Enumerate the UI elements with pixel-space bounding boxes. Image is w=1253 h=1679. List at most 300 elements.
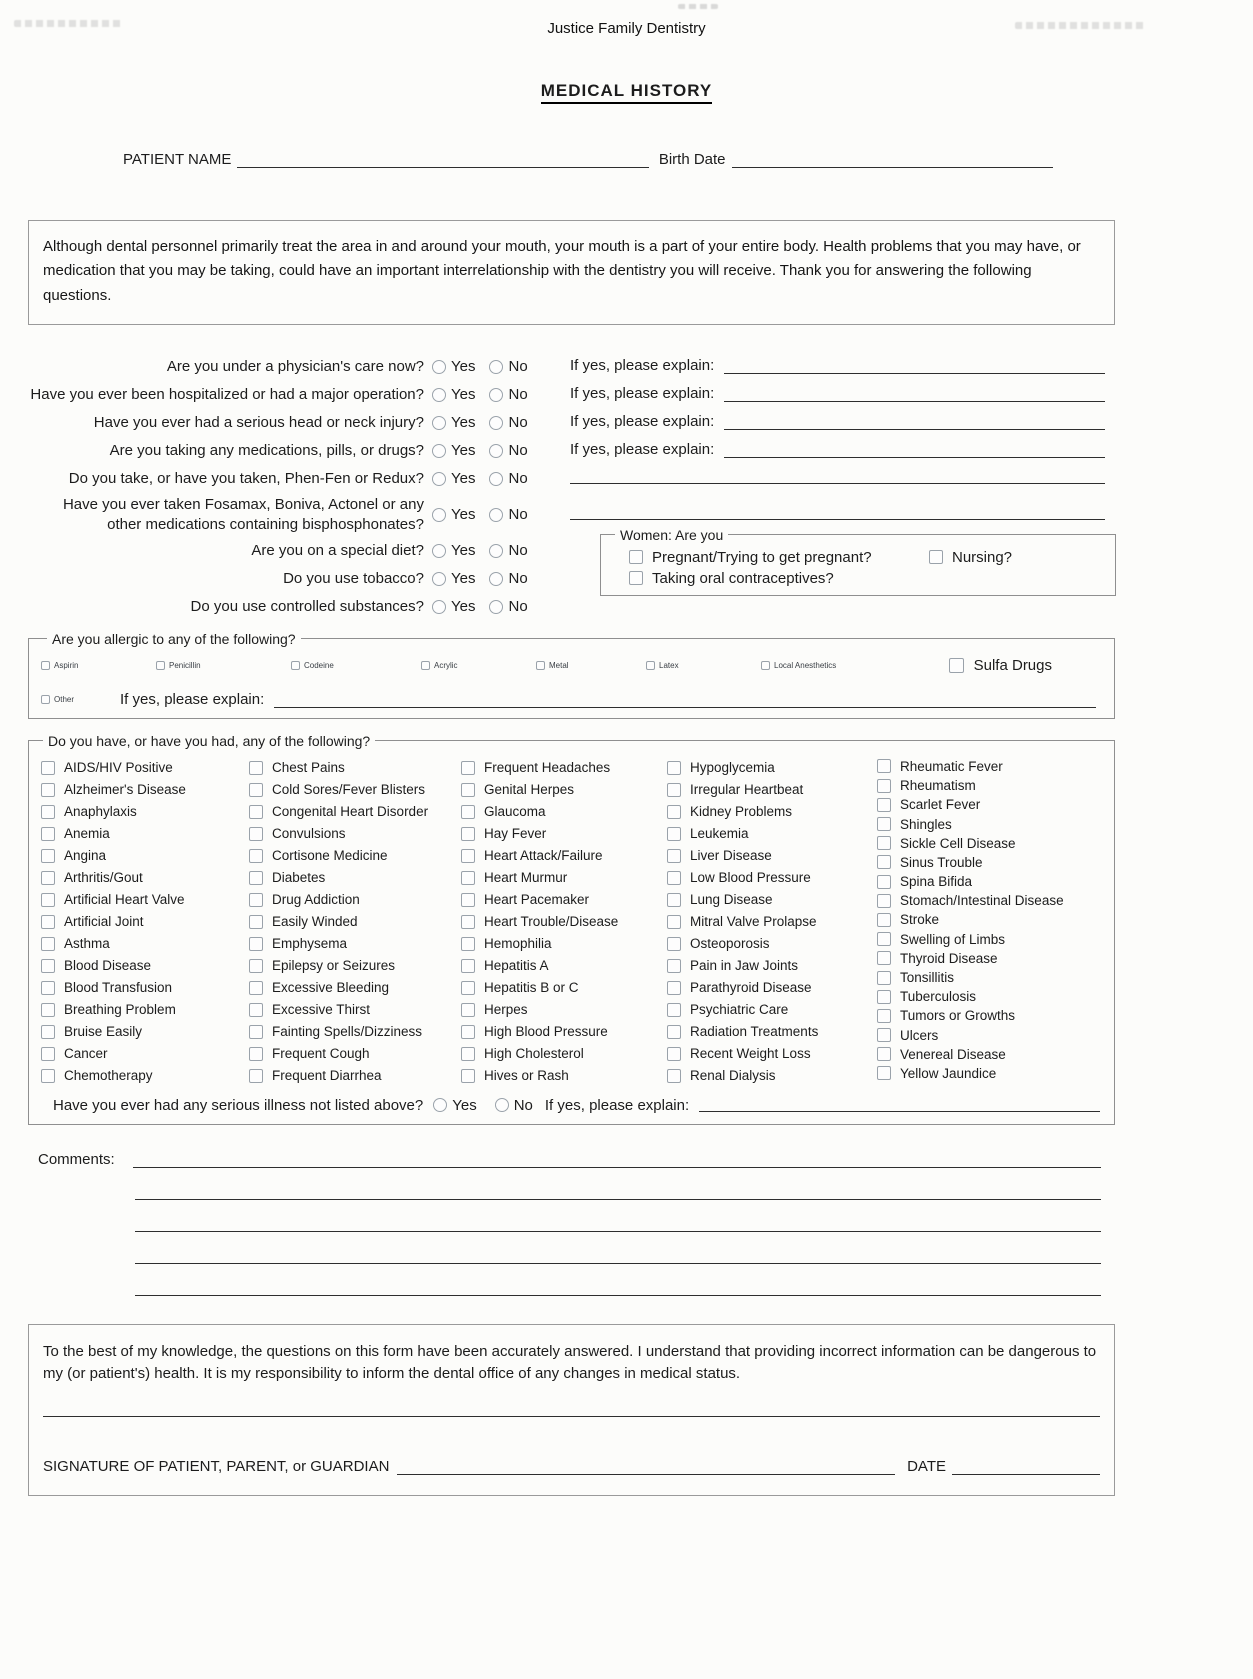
yes-label: Yes [451, 358, 476, 376]
yes-no-radios [432, 470, 558, 487]
condition-checkbox[interactable] [877, 817, 891, 831]
clinic-name: Justice Family Dentistry [547, 20, 706, 37]
condition-label: Hepatitis A [484, 958, 549, 974]
consent-divider [43, 1416, 1100, 1417]
question-answer-area [570, 385, 1115, 405]
condition-checkbox[interactable] [461, 805, 475, 819]
question-text: Are you on a special diet? [251, 541, 424, 559]
condition-checkbox[interactable] [877, 759, 891, 773]
condition-label: Tumors or Growths [900, 1008, 1016, 1024]
condition-label: Drug Addiction [272, 892, 360, 908]
question-text: Have you ever been hospitalized or had a major operation? [30, 385, 424, 403]
allergy-item [536, 655, 646, 677]
allergy-checkbox[interactable] [291, 661, 300, 670]
condition-item [41, 933, 249, 955]
birthdate-input-line[interactable] [732, 150, 1053, 168]
condition-checkbox[interactable] [41, 915, 55, 929]
condition-label: Fainting Spells/Dizziness [272, 1024, 423, 1040]
yes-radio[interactable] [432, 360, 446, 374]
condition-checkbox[interactable] [249, 1003, 263, 1017]
condition-checkbox[interactable] [877, 951, 891, 965]
condition-label: Asthma [64, 936, 110, 952]
condition-item [667, 1021, 877, 1043]
comments-line-3[interactable] [135, 1231, 1101, 1232]
condition-checkbox[interactable] [667, 1025, 681, 1039]
condition-item [41, 757, 249, 779]
allergy-item [761, 655, 836, 677]
contraceptives-label: Taking oral contraceptives? [652, 569, 834, 587]
condition-item [461, 889, 667, 911]
yes-label: Yes [451, 598, 476, 616]
yes-label: Yes [451, 470, 476, 488]
condition-label: Low Blood Pressure [690, 870, 811, 886]
condition-label: Hemophilia [484, 936, 552, 952]
yes-label: Yes [451, 414, 476, 432]
condition-item [667, 955, 877, 977]
comments-line-1[interactable] [133, 1154, 1101, 1168]
serious-yes-radio[interactable] [433, 1098, 447, 1112]
condition-item [41, 823, 249, 845]
no-radio[interactable] [489, 544, 503, 558]
answer-line[interactable] [570, 470, 1105, 484]
condition-item [41, 889, 249, 911]
condition-checkbox[interactable] [249, 1047, 263, 1061]
allergies-legend: Are you allergic to any of the following? [52, 630, 296, 647]
women-item-pregnant [629, 549, 929, 566]
condition-label: Blood Disease [64, 958, 152, 974]
no-label: No [508, 414, 528, 432]
women-section [600, 527, 1116, 596]
explain-label: If yes, please explain: [570, 412, 715, 430]
no-radio[interactable] [489, 472, 503, 486]
serious-explain-line[interactable] [699, 1098, 1100, 1112]
yes-no-radios [432, 506, 558, 523]
no-label: No [508, 358, 528, 376]
condition-label: Kidney Problems [690, 804, 793, 820]
condition-checkbox[interactable] [667, 915, 681, 929]
explain-label: If yes, please explain: [570, 440, 715, 458]
condition-checkbox[interactable] [667, 1047, 681, 1061]
condition-checkbox[interactable] [249, 1069, 263, 1083]
condition-label: Renal Dialysis [690, 1068, 776, 1084]
condition-checkbox[interactable] [461, 893, 475, 907]
condition-label: Genital Herpes [484, 782, 575, 798]
condition-item [461, 779, 667, 801]
question-answer-area [570, 470, 1115, 487]
condition-item [249, 1065, 461, 1087]
condition-checkbox[interactable] [249, 805, 263, 819]
yes-label: Yes [451, 506, 476, 524]
condition-checkbox[interactable] [877, 990, 891, 1004]
sulfa-label: Sulfa Drugs [973, 657, 1052, 675]
condition-label: Leukemia [690, 826, 749, 842]
condition-item [41, 999, 249, 1021]
condition-item [877, 1026, 1100, 1045]
condition-checkbox[interactable] [249, 915, 263, 929]
condition-item [667, 845, 877, 867]
condition-item [667, 757, 877, 779]
condition-checkbox[interactable] [461, 783, 475, 797]
condition-item [41, 955, 249, 977]
condition-label: Scarlet Fever [900, 797, 981, 813]
condition-checkbox[interactable] [41, 1025, 55, 1039]
condition-checkbox[interactable] [461, 981, 475, 995]
answer-line[interactable] [570, 506, 1105, 520]
no-radio[interactable] [489, 600, 503, 614]
condition-label: Radiation Treatments [690, 1024, 819, 1040]
condition-label: Irregular Heartbeat [690, 782, 804, 798]
condition-checkbox[interactable] [249, 871, 263, 885]
condition-checkbox[interactable] [41, 937, 55, 951]
no-label: No [508, 542, 528, 560]
condition-item [877, 757, 1100, 776]
condition-item [877, 776, 1100, 795]
condition-checkbox[interactable] [249, 981, 263, 995]
condition-checkbox[interactable] [877, 1028, 891, 1042]
condition-checkbox[interactable] [667, 959, 681, 973]
question-text: Do you take, or have you taken, Phen-Fen or Redux? [68, 469, 424, 487]
condition-label: Parathyroid Disease [690, 980, 812, 996]
condition-item [249, 977, 461, 999]
condition-checkbox[interactable] [667, 849, 681, 863]
condition-item [461, 757, 667, 779]
condition-label: Chest Pains [272, 760, 345, 776]
allergy-checkbox[interactable] [156, 661, 165, 670]
condition-checkbox[interactable] [667, 871, 681, 885]
condition-item [41, 801, 249, 823]
condition-checkbox[interactable] [41, 981, 55, 995]
condition-checkbox[interactable] [41, 849, 55, 863]
scan-artifact [1015, 22, 1145, 29]
allergy-item [41, 655, 156, 677]
condition-label: Rheumatic Fever [900, 758, 1003, 774]
allergy-explain-label: If yes, please explain: [120, 690, 265, 708]
condition-item [461, 801, 667, 823]
condition-item [461, 911, 667, 933]
condition-item [249, 779, 461, 801]
no-radio[interactable] [489, 508, 503, 522]
condition-checkbox[interactable] [461, 1047, 475, 1061]
date-label: DATE [907, 1457, 946, 1475]
question-answer-area [570, 441, 1115, 461]
pregnant-checkbox[interactable] [629, 550, 643, 564]
condition-checkbox[interactable] [249, 959, 263, 973]
other-label: Other [54, 694, 75, 704]
condition-checkbox[interactable] [461, 1025, 475, 1039]
comments-label: Comments: [38, 1150, 115, 1168]
yes-radio[interactable] [432, 600, 446, 614]
no-radio[interactable] [489, 388, 503, 402]
condition-label: Hay Fever [484, 826, 547, 842]
condition-checkbox[interactable] [41, 959, 55, 973]
condition-item [667, 999, 877, 1021]
condition-label: Anemia [64, 826, 110, 842]
condition-checkbox[interactable] [877, 913, 891, 927]
condition-item [461, 845, 667, 867]
condition-checkbox[interactable] [877, 894, 891, 908]
condition-checkbox[interactable] [461, 827, 475, 841]
conditions-column-4 [667, 757, 877, 1087]
no-radio[interactable] [489, 572, 503, 586]
condition-checkbox[interactable] [249, 783, 263, 797]
scan-artifact [678, 4, 718, 9]
condition-checkbox[interactable] [877, 1066, 891, 1080]
condition-item [41, 911, 249, 933]
condition-checkbox[interactable] [877, 855, 891, 869]
condition-label: Tonsillitis [900, 970, 955, 986]
condition-checkbox[interactable] [41, 893, 55, 907]
answer-line[interactable] [724, 444, 1105, 458]
question-answer-area [570, 506, 1115, 523]
comments-line-5[interactable] [135, 1295, 1101, 1296]
patient-name-label: PATIENT NAME [123, 151, 232, 168]
signature-label: SIGNATURE OF PATIENT, PARENT, or GUARDIAN [43, 1457, 390, 1475]
patient-name-input-line[interactable] [237, 150, 648, 168]
yes-radio[interactable] [432, 472, 446, 486]
yes-radio[interactable] [432, 544, 446, 558]
signature-input-line[interactable] [397, 1457, 895, 1475]
yes-radio[interactable] [432, 416, 446, 430]
yes-label: Yes [451, 542, 476, 560]
explain-label: If yes, please explain: [570, 356, 715, 374]
condition-label: AIDS/HIV Positive [64, 760, 173, 776]
question-row [28, 465, 1115, 493]
condition-checkbox[interactable] [461, 937, 475, 951]
condition-checkbox[interactable] [877, 1009, 891, 1023]
condition-checkbox[interactable] [877, 779, 891, 793]
condition-checkbox[interactable] [461, 1003, 475, 1017]
yes-radio[interactable] [432, 572, 446, 586]
answer-line[interactable] [724, 388, 1105, 402]
condition-checkbox[interactable] [249, 893, 263, 907]
yes-radio[interactable] [432, 508, 446, 522]
condition-item [877, 1045, 1100, 1064]
condition-checkbox[interactable] [461, 959, 475, 973]
allergy-label: Codeine [304, 661, 334, 671]
condition-checkbox[interactable] [461, 761, 475, 775]
answer-line[interactable] [724, 360, 1105, 374]
condition-item [249, 999, 461, 1021]
other-checkbox[interactable] [41, 695, 50, 704]
condition-label: Osteoporosis [690, 936, 770, 952]
condition-label: Frequent Cough [272, 1046, 370, 1062]
answer-line[interactable] [724, 416, 1105, 430]
condition-item [667, 823, 877, 845]
condition-label: Liver Disease [690, 848, 772, 864]
condition-label: Bruise Easily [64, 1024, 143, 1040]
condition-label: Spina Bifida [900, 874, 973, 890]
condition-checkbox[interactable] [461, 915, 475, 929]
condition-checkbox[interactable] [877, 875, 891, 889]
condition-checkbox[interactable] [41, 827, 55, 841]
allergy-item [646, 655, 761, 677]
question-text: Have you ever had a serious head or neck injury? [93, 413, 424, 431]
condition-label: Recent Weight Loss [690, 1046, 811, 1062]
question-text: Do you use controlled substances? [190, 597, 424, 615]
condition-checkbox[interactable] [41, 871, 55, 885]
condition-checkbox[interactable] [667, 805, 681, 819]
condition-checkbox[interactable] [249, 937, 263, 951]
question-row [28, 381, 1115, 409]
nursing-checkbox[interactable] [929, 550, 943, 564]
condition-checkbox[interactable] [41, 783, 55, 797]
question-text: Have you ever taken Fosamax, Boniva, Actonel or any other medications containing bisphosphonates? [62, 495, 424, 533]
condition-checkbox[interactable] [667, 937, 681, 951]
yes-label: Yes [451, 442, 476, 460]
no-label: No [508, 442, 528, 460]
condition-item [41, 1043, 249, 1065]
consent-section [28, 1324, 1115, 1496]
condition-item [41, 1021, 249, 1043]
condition-checkbox[interactable] [249, 827, 263, 841]
condition-item [249, 823, 461, 845]
condition-checkbox[interactable] [667, 827, 681, 841]
condition-label: Breathing Problem [64, 1002, 176, 1018]
contraceptives-checkbox[interactable] [629, 571, 643, 585]
condition-label: Diabetes [272, 870, 326, 886]
condition-checkbox[interactable] [461, 1069, 475, 1083]
allergy-checkbox[interactable] [761, 661, 770, 670]
condition-checkbox[interactable] [41, 805, 55, 819]
condition-item [667, 933, 877, 955]
condition-label: Excessive Bleeding [272, 980, 390, 996]
no-radio[interactable] [489, 360, 503, 374]
conditions-section [28, 733, 1115, 1125]
allergy-checkbox[interactable] [646, 661, 655, 670]
condition-item [461, 977, 667, 999]
date-input-line[interactable] [952, 1457, 1100, 1475]
condition-checkbox[interactable] [461, 871, 475, 885]
condition-checkbox[interactable] [877, 971, 891, 985]
conditions-grid [41, 757, 1100, 1087]
condition-label: Shingles [900, 816, 952, 832]
no-label: No [508, 470, 528, 488]
condition-item [41, 845, 249, 867]
condition-checkbox[interactable] [667, 1003, 681, 1017]
serious-illness-question: Have you ever had any serious illness not listed above? [53, 1096, 424, 1114]
allergy-checkbox[interactable] [41, 661, 50, 670]
condition-checkbox[interactable] [41, 761, 55, 775]
condition-checkbox[interactable] [41, 1003, 55, 1017]
condition-item [249, 1021, 461, 1043]
condition-item [461, 933, 667, 955]
condition-label: Emphysema [272, 936, 348, 952]
question-row [28, 593, 1115, 621]
condition-item [667, 867, 877, 889]
condition-item [461, 1021, 667, 1043]
yes-label: Yes [451, 386, 476, 404]
condition-checkbox[interactable] [877, 836, 891, 850]
condition-checkbox[interactable] [41, 1047, 55, 1061]
comments-line-4[interactable] [135, 1263, 1101, 1264]
condition-checkbox[interactable] [667, 1069, 681, 1083]
allergies-section [28, 631, 1115, 719]
condition-checkbox[interactable] [461, 849, 475, 863]
condition-checkbox[interactable] [41, 1069, 55, 1083]
question-answer-area [570, 357, 1115, 377]
condition-label: Artificial Heart Valve [64, 892, 185, 908]
conditions-column-3 [461, 757, 667, 1087]
allergy-label: Aspirin [54, 661, 79, 671]
condition-checkbox[interactable] [877, 798, 891, 812]
condition-label: Heart Pacemaker [484, 892, 590, 908]
serious-no-radio[interactable] [495, 1098, 509, 1112]
condition-item [249, 1043, 461, 1065]
allergy-checkbox[interactable] [421, 661, 430, 670]
condition-checkbox[interactable] [249, 761, 263, 775]
page-title: MEDICAL HISTORY [541, 81, 712, 104]
no-radio[interactable] [489, 444, 503, 458]
condition-label: Sinus Trouble [900, 854, 983, 870]
allergy-checkbox[interactable] [536, 661, 545, 670]
condition-checkbox[interactable] [877, 1047, 891, 1061]
condition-checkbox[interactable] [249, 1025, 263, 1039]
condition-checkbox[interactable] [877, 932, 891, 946]
condition-item [41, 867, 249, 889]
condition-label: Stomach/Intestinal Disease [900, 893, 1064, 909]
condition-label: Rheumatism [900, 778, 976, 794]
allergy-item-sulfa [949, 657, 1052, 674]
condition-checkbox[interactable] [249, 849, 263, 863]
comments-line-2[interactable] [135, 1199, 1101, 1200]
yes-radio[interactable] [432, 444, 446, 458]
yes-radio[interactable] [432, 388, 446, 402]
condition-checkbox[interactable] [667, 981, 681, 995]
condition-label: Swelling of Limbs [900, 931, 1006, 947]
condition-item [249, 889, 461, 911]
nursing-label: Nursing? [952, 548, 1013, 566]
condition-checkbox[interactable] [667, 783, 681, 797]
allergy-label: Metal [549, 661, 569, 671]
condition-item [877, 930, 1100, 949]
condition-item [877, 949, 1100, 968]
sulfa-checkbox[interactable] [949, 658, 964, 673]
condition-item [877, 891, 1100, 910]
condition-label: Heart Trouble/Disease [484, 914, 619, 930]
condition-checkbox[interactable] [667, 761, 681, 775]
condition-label: Alzheimer's Disease [64, 782, 186, 798]
condition-item [249, 845, 461, 867]
allergy-explain-line[interactable] [274, 694, 1096, 708]
question-answer-area [570, 605, 1115, 608]
no-label: No [508, 598, 528, 616]
yes-label: Yes [451, 570, 476, 588]
questions-section [28, 353, 1115, 621]
condition-checkbox[interactable] [667, 893, 681, 907]
condition-label: High Cholesterol [484, 1046, 584, 1062]
condition-label: Glaucoma [484, 804, 546, 820]
condition-label: Arthritis/Gout [64, 870, 143, 886]
condition-label: Psychiatric Care [690, 1002, 789, 1018]
condition-label: Excessive Thirst [272, 1002, 371, 1018]
condition-label: Hives or Rash [484, 1068, 569, 1084]
yes-no-radios [432, 598, 558, 615]
condition-label: Stroke [900, 912, 940, 928]
question-row [28, 409, 1115, 437]
question-text: Are you under a physician's care now? [166, 357, 424, 375]
women-legend: Women: Are you [620, 526, 724, 543]
condition-item [667, 977, 877, 999]
condition-item [877, 1064, 1100, 1083]
condition-item [249, 757, 461, 779]
yes-no-radios [432, 358, 558, 375]
condition-item [877, 872, 1100, 891]
serious-no-label: No [513, 1096, 533, 1114]
no-radio[interactable] [489, 416, 503, 430]
signature-row [43, 1457, 1100, 1475]
patient-row [123, 150, 1053, 168]
allergy-other-row [41, 691, 1102, 708]
